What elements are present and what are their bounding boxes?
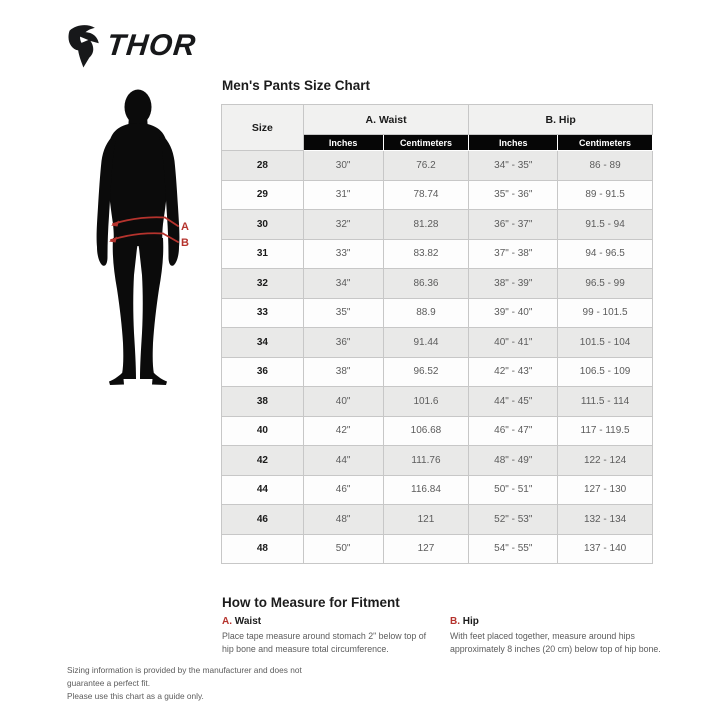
waist-in-cell: 32" [303,210,383,240]
waist-column-header: A. Waist [303,105,469,135]
waist-cm-cell: 96.52 [383,357,469,387]
male-figure-silhouette [66,88,206,390]
waist-cm-cell: 83.82 [383,239,469,269]
hip-cm-cell: 137 - 140 [558,534,653,564]
table-row [222,210,653,240]
hip-in-cell: 52" - 53" [469,505,558,535]
size-cell: 32 [222,269,304,299]
waist-in-cell: 35" [303,298,383,328]
table-row [222,151,653,181]
waist-cm-cell: 101.6 [383,387,469,417]
waist-cm-cell: 88.9 [383,298,469,328]
waist-in-cell: 46" [303,475,383,505]
measure-heading: How to Measure for Fitment [222,595,400,610]
figure-left-leg [113,238,139,379]
table-row [222,328,653,358]
hip-in-cell: 48" - 49" [469,446,558,476]
figure-left-foot [109,373,124,385]
hip-column-header: B. Hip [469,105,653,135]
size-cell: 36 [222,357,304,387]
waist-in-cell: 42" [303,416,383,446]
table-row [222,357,653,387]
waist-in-cell: 44" [303,446,383,476]
hip-cm-cell: 106.5 - 109 [558,357,653,387]
hip-cm-cell: 89 - 91.5 [558,180,653,210]
hip-in-cell: 40" - 41" [469,328,558,358]
hip-cm-cell: 91.5 - 94 [558,210,653,240]
hip-in-cell: 50" - 51" [469,475,558,505]
measure-hip-block [450,616,668,656]
hip-centimeters-header: Centimeters [558,135,653,151]
size-cell: 34 [222,328,304,358]
size-cell: 30 [222,210,304,240]
waist-cm-cell: 116.84 [383,475,469,505]
size-column-header: Size [222,105,304,151]
hip-cm-cell: 94 - 96.5 [558,239,653,269]
measure-hip-label [450,616,668,627]
hip-cm-cell: 132 - 134 [558,505,653,535]
size-chart-table [221,104,653,564]
thor-ram-head-icon [64,24,106,68]
figure-right-foot [152,373,167,385]
hip-inches-header: Inches [469,135,558,151]
thor-logo [64,24,196,68]
measure-waist-text: Place tape measure around stomach 2" below top of hip bone and measure total circumference. [222,631,427,654]
size-cell: 42 [222,446,304,476]
table-row [222,180,653,210]
hip-in-cell: 42" - 43" [469,357,558,387]
hip-cm-cell: 127 - 130 [558,475,653,505]
hip-in-cell: 46" - 47" [469,416,558,446]
waist-in-cell: 38" [303,357,383,387]
table-row [222,239,653,269]
sizing-disclaimer [67,664,327,703]
hip-cm-cell: 99 - 101.5 [558,298,653,328]
size-cell: 40 [222,416,304,446]
table-row [222,475,653,505]
table-row [222,446,653,476]
hip-in-cell: 38" - 39" [469,269,558,299]
waist-cm-cell: 91.44 [383,328,469,358]
size-cell: 28 [222,151,304,181]
waist-cm-cell: 121 [383,505,469,535]
waist-cm-cell: 111.76 [383,446,469,476]
table-row [222,505,653,535]
waist-in-cell: 33" [303,239,383,269]
waist-in-cell: 40" [303,387,383,417]
waist-in-cell: 48" [303,505,383,535]
waist-cm-cell: 86.36 [383,269,469,299]
figure-right-leg [137,238,163,379]
hip-in-cell: 54" - 55" [469,534,558,564]
hip-label-b: B [181,237,189,249]
table-header-row [222,105,653,135]
table-row [222,416,653,446]
waist-cm-cell: 127 [383,534,469,564]
measure-waist-block [222,616,440,656]
measure-hip-text: With feet placed together, measure around hips approximately 8 inches (20 cm) below top of hip bone. [450,631,661,654]
size-cell: 46 [222,505,304,535]
hip-cm-cell: 86 - 89 [558,151,653,181]
waist-in-cell: 36" [303,328,383,358]
waist-cm-cell: 78.74 [383,180,469,210]
size-cell: 33 [222,298,304,328]
measure-hip-letter: B. [450,616,460,627]
size-cell: 38 [222,387,304,417]
waist-cm-cell: 106.68 [383,416,469,446]
hip-cm-cell: 117 - 119.5 [558,416,653,446]
sizing-disclaimer-line1: Sizing information is provided by the manufacturer and does not guarantee a perfect fit. [67,665,302,688]
table-row [222,534,653,564]
hip-cm-cell: 101.5 - 104 [558,328,653,358]
sizing-disclaimer-line2: Please use this chart as a guide only. [67,690,204,701]
table-row [222,387,653,417]
size-cell: 31 [222,239,304,269]
size-cell: 44 [222,475,304,505]
hip-in-cell: 37" - 38" [469,239,558,269]
page-title: Men's Pants Size Chart [222,78,370,93]
hip-in-cell: 35" - 36" [469,180,558,210]
figure-torso [107,123,168,246]
hip-in-cell: 39" - 40" [469,298,558,328]
thor-wordmark: THOR [105,29,198,62]
waist-centimeters-header: Centimeters [383,135,469,151]
waist-in-cell: 30" [303,151,383,181]
waist-in-cell: 31" [303,180,383,210]
measure-waist-letter: A. [222,616,232,627]
measure-waist-title: Waist [234,616,262,627]
size-cell: 29 [222,180,304,210]
measure-waist-label [222,616,440,627]
waist-cm-cell: 76.2 [383,151,469,181]
waist-inches-header: Inches [303,135,383,151]
size-cell: 48 [222,534,304,564]
waist-in-cell: 50" [303,534,383,564]
waist-in-cell: 34" [303,269,383,299]
hip-cm-cell: 111.5 - 114 [558,387,653,417]
table-row [222,298,653,328]
hip-in-cell: 44" - 45" [469,387,558,417]
hip-cm-cell: 96.5 - 99 [558,269,653,299]
measure-hip-title: Hip [462,616,479,627]
hip-in-cell: 34" - 35" [469,151,558,181]
table-row [222,269,653,299]
hip-in-cell: 36" - 37" [469,210,558,240]
hip-cm-cell: 122 - 124 [558,446,653,476]
waist-label-a: A [181,221,189,233]
waist-cm-cell: 81.28 [383,210,469,240]
